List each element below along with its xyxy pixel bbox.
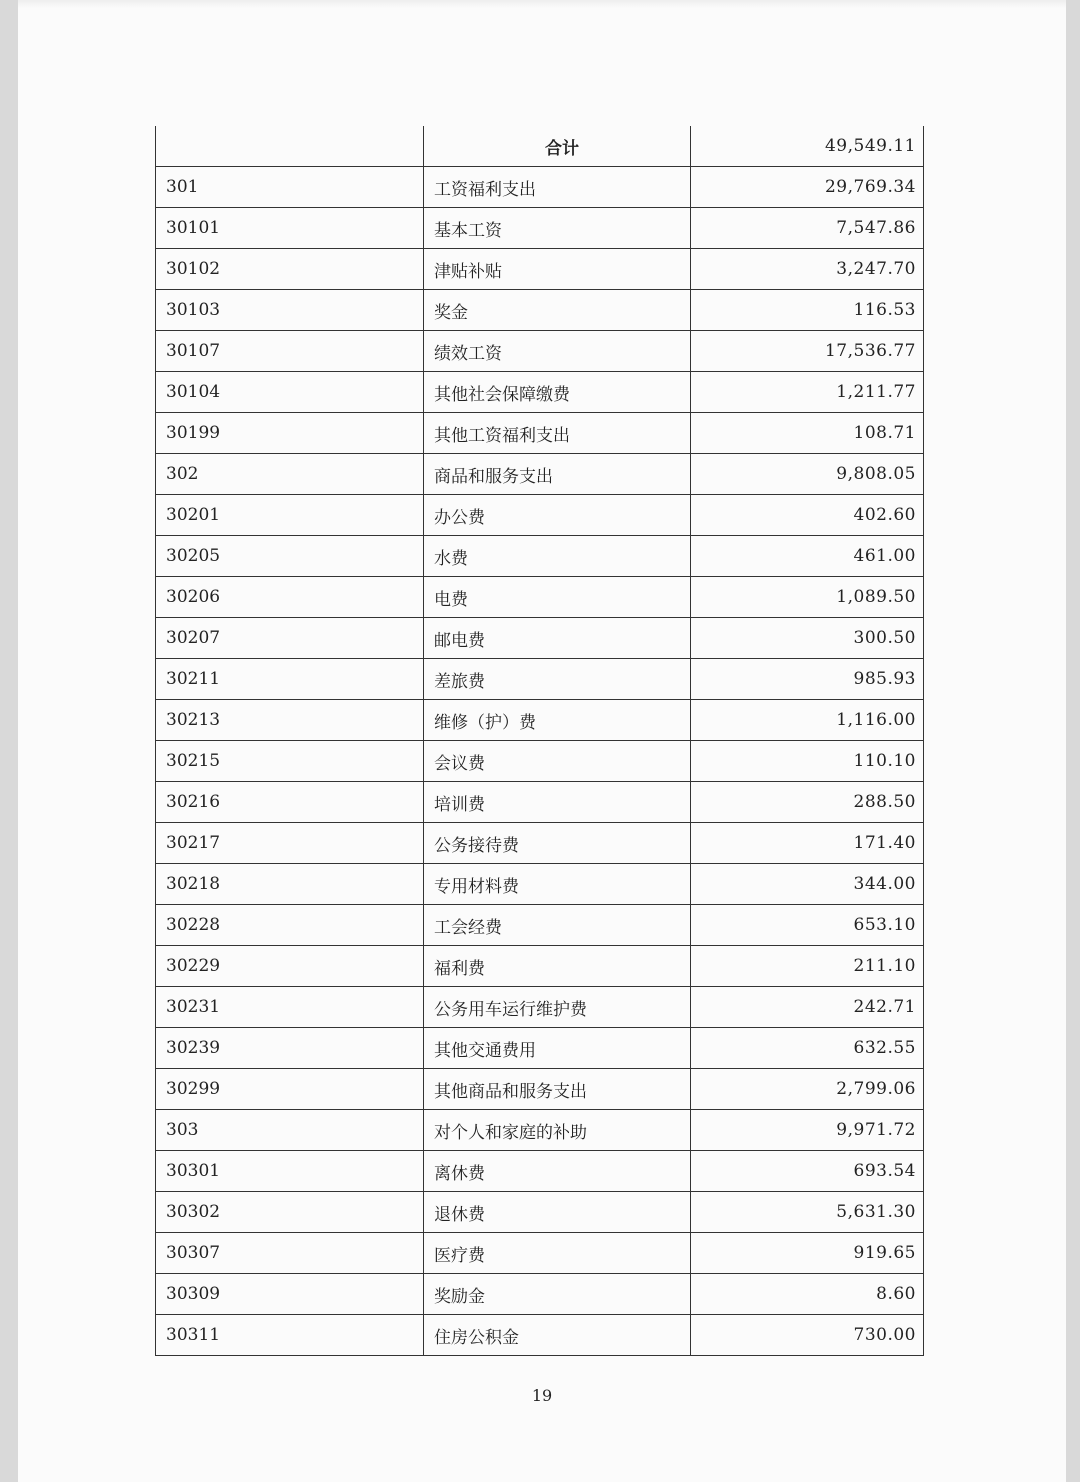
code-cell: 303 [156,1110,424,1151]
table-row [156,1028,924,1069]
total-code-cell [156,126,424,167]
name-cell: 商品和服务支出 [424,454,691,495]
amount-cell: 300.50 [691,618,924,659]
code-cell: 30311 [156,1315,424,1356]
amount-cell: 110.10 [691,741,924,782]
table-row [156,700,924,741]
expenditure-table [155,126,924,1356]
table-row [156,1069,924,1110]
code-cell: 30229 [156,946,424,987]
name-cell: 住房公积金 [424,1315,691,1356]
table-row [156,1151,924,1192]
code-cell: 30228 [156,905,424,946]
code-cell: 30307 [156,1233,424,1274]
name-cell: 会议费 [424,741,691,782]
table-row [156,536,924,577]
code-cell: 30102 [156,249,424,290]
amount-cell: 2,799.06 [691,1069,924,1110]
code-cell: 30206 [156,577,424,618]
table-row [156,905,924,946]
amount-cell: 9,808.05 [691,454,924,495]
table-row [156,782,924,823]
table-row [156,290,924,331]
table-row [156,249,924,290]
total-label-cell: 合计 [424,126,691,167]
name-cell: 对个人和家庭的补助 [424,1110,691,1151]
table-row [156,454,924,495]
name-cell: 福利费 [424,946,691,987]
code-cell: 30107 [156,331,424,372]
amount-cell: 693.54 [691,1151,924,1192]
code-cell: 30218 [156,864,424,905]
table-row [156,659,924,700]
code-cell: 30231 [156,987,424,1028]
name-cell: 专用材料费 [424,864,691,905]
name-cell: 其他交通费用 [424,1028,691,1069]
name-cell: 医疗费 [424,1233,691,1274]
code-cell: 30205 [156,536,424,577]
amount-cell: 116.53 [691,290,924,331]
amount-cell: 1,089.50 [691,577,924,618]
code-cell: 30302 [156,1192,424,1233]
table-row [156,331,924,372]
code-cell: 301 [156,167,424,208]
code-cell: 30299 [156,1069,424,1110]
table-row [156,413,924,454]
table-row [156,741,924,782]
code-cell: 30103 [156,290,424,331]
table-row [156,495,924,536]
code-cell: 30215 [156,741,424,782]
amount-cell: 5,631.30 [691,1192,924,1233]
table-row [156,1110,924,1151]
code-cell: 30217 [156,823,424,864]
table-row [156,987,924,1028]
table-body [156,126,924,1356]
amount-cell: 632.55 [691,1028,924,1069]
code-cell: 30104 [156,372,424,413]
amount-cell: 8.60 [691,1274,924,1315]
amount-cell: 242.71 [691,987,924,1028]
table-row [156,946,924,987]
amount-cell: 461.00 [691,536,924,577]
code-cell: 30101 [156,208,424,249]
scan-edge [18,0,1066,8]
table-row [156,372,924,413]
table-row [156,618,924,659]
amount-cell: 29,769.34 [691,167,924,208]
amount-cell: 653.10 [691,905,924,946]
amount-cell: 402.60 [691,495,924,536]
amount-cell: 1,116.00 [691,700,924,741]
name-cell: 奖金 [424,290,691,331]
amount-cell: 730.00 [691,1315,924,1356]
amount-cell: 7,547.86 [691,208,924,249]
name-cell: 公务接待费 [424,823,691,864]
code-cell: 30211 [156,659,424,700]
name-cell: 维修（护）费 [424,700,691,741]
code-cell: 302 [156,454,424,495]
amount-cell: 17,536.77 [691,331,924,372]
name-cell: 津贴补贴 [424,249,691,290]
name-cell: 培训费 [424,782,691,823]
amount-cell: 171.40 [691,823,924,864]
amount-cell: 211.10 [691,946,924,987]
amount-cell: 344.00 [691,864,924,905]
amount-cell: 9,971.72 [691,1110,924,1151]
page-number: 19 [531,1386,553,1405]
amount-cell: 1,211.77 [691,372,924,413]
amount-cell: 288.50 [691,782,924,823]
amount-cell: 919.65 [691,1233,924,1274]
table-row [156,1192,924,1233]
name-cell: 基本工资 [424,208,691,249]
table-row [156,208,924,249]
name-cell: 工会经费 [424,905,691,946]
name-cell: 离休费 [424,1151,691,1192]
name-cell: 邮电费 [424,618,691,659]
code-cell: 30201 [156,495,424,536]
name-cell: 电费 [424,577,691,618]
code-cell: 30207 [156,618,424,659]
table-row [156,1274,924,1315]
table-row [156,1233,924,1274]
code-cell: 30239 [156,1028,424,1069]
document-page [18,0,1066,1482]
name-cell: 绩效工资 [424,331,691,372]
code-cell: 30216 [156,782,424,823]
amount-cell: 985.93 [691,659,924,700]
total-row [156,126,924,167]
table-row [156,864,924,905]
name-cell: 工资福利支出 [424,167,691,208]
code-cell: 30301 [156,1151,424,1192]
code-cell: 30309 [156,1274,424,1315]
name-cell: 水费 [424,536,691,577]
table-row [156,823,924,864]
name-cell: 其他商品和服务支出 [424,1069,691,1110]
amount-cell: 3,247.70 [691,249,924,290]
name-cell: 差旅费 [424,659,691,700]
name-cell: 退休费 [424,1192,691,1233]
name-cell: 公务用车运行维护费 [424,987,691,1028]
code-cell: 30199 [156,413,424,454]
amount-cell: 108.71 [691,413,924,454]
name-cell: 奖励金 [424,1274,691,1315]
table-row [156,1315,924,1356]
code-cell: 30213 [156,700,424,741]
table-row [156,577,924,618]
name-cell: 其他工资福利支出 [424,413,691,454]
total-amount-cell: 49,549.11 [691,126,924,167]
name-cell: 办公费 [424,495,691,536]
table-row [156,167,924,208]
name-cell: 其他社会保障缴费 [424,372,691,413]
